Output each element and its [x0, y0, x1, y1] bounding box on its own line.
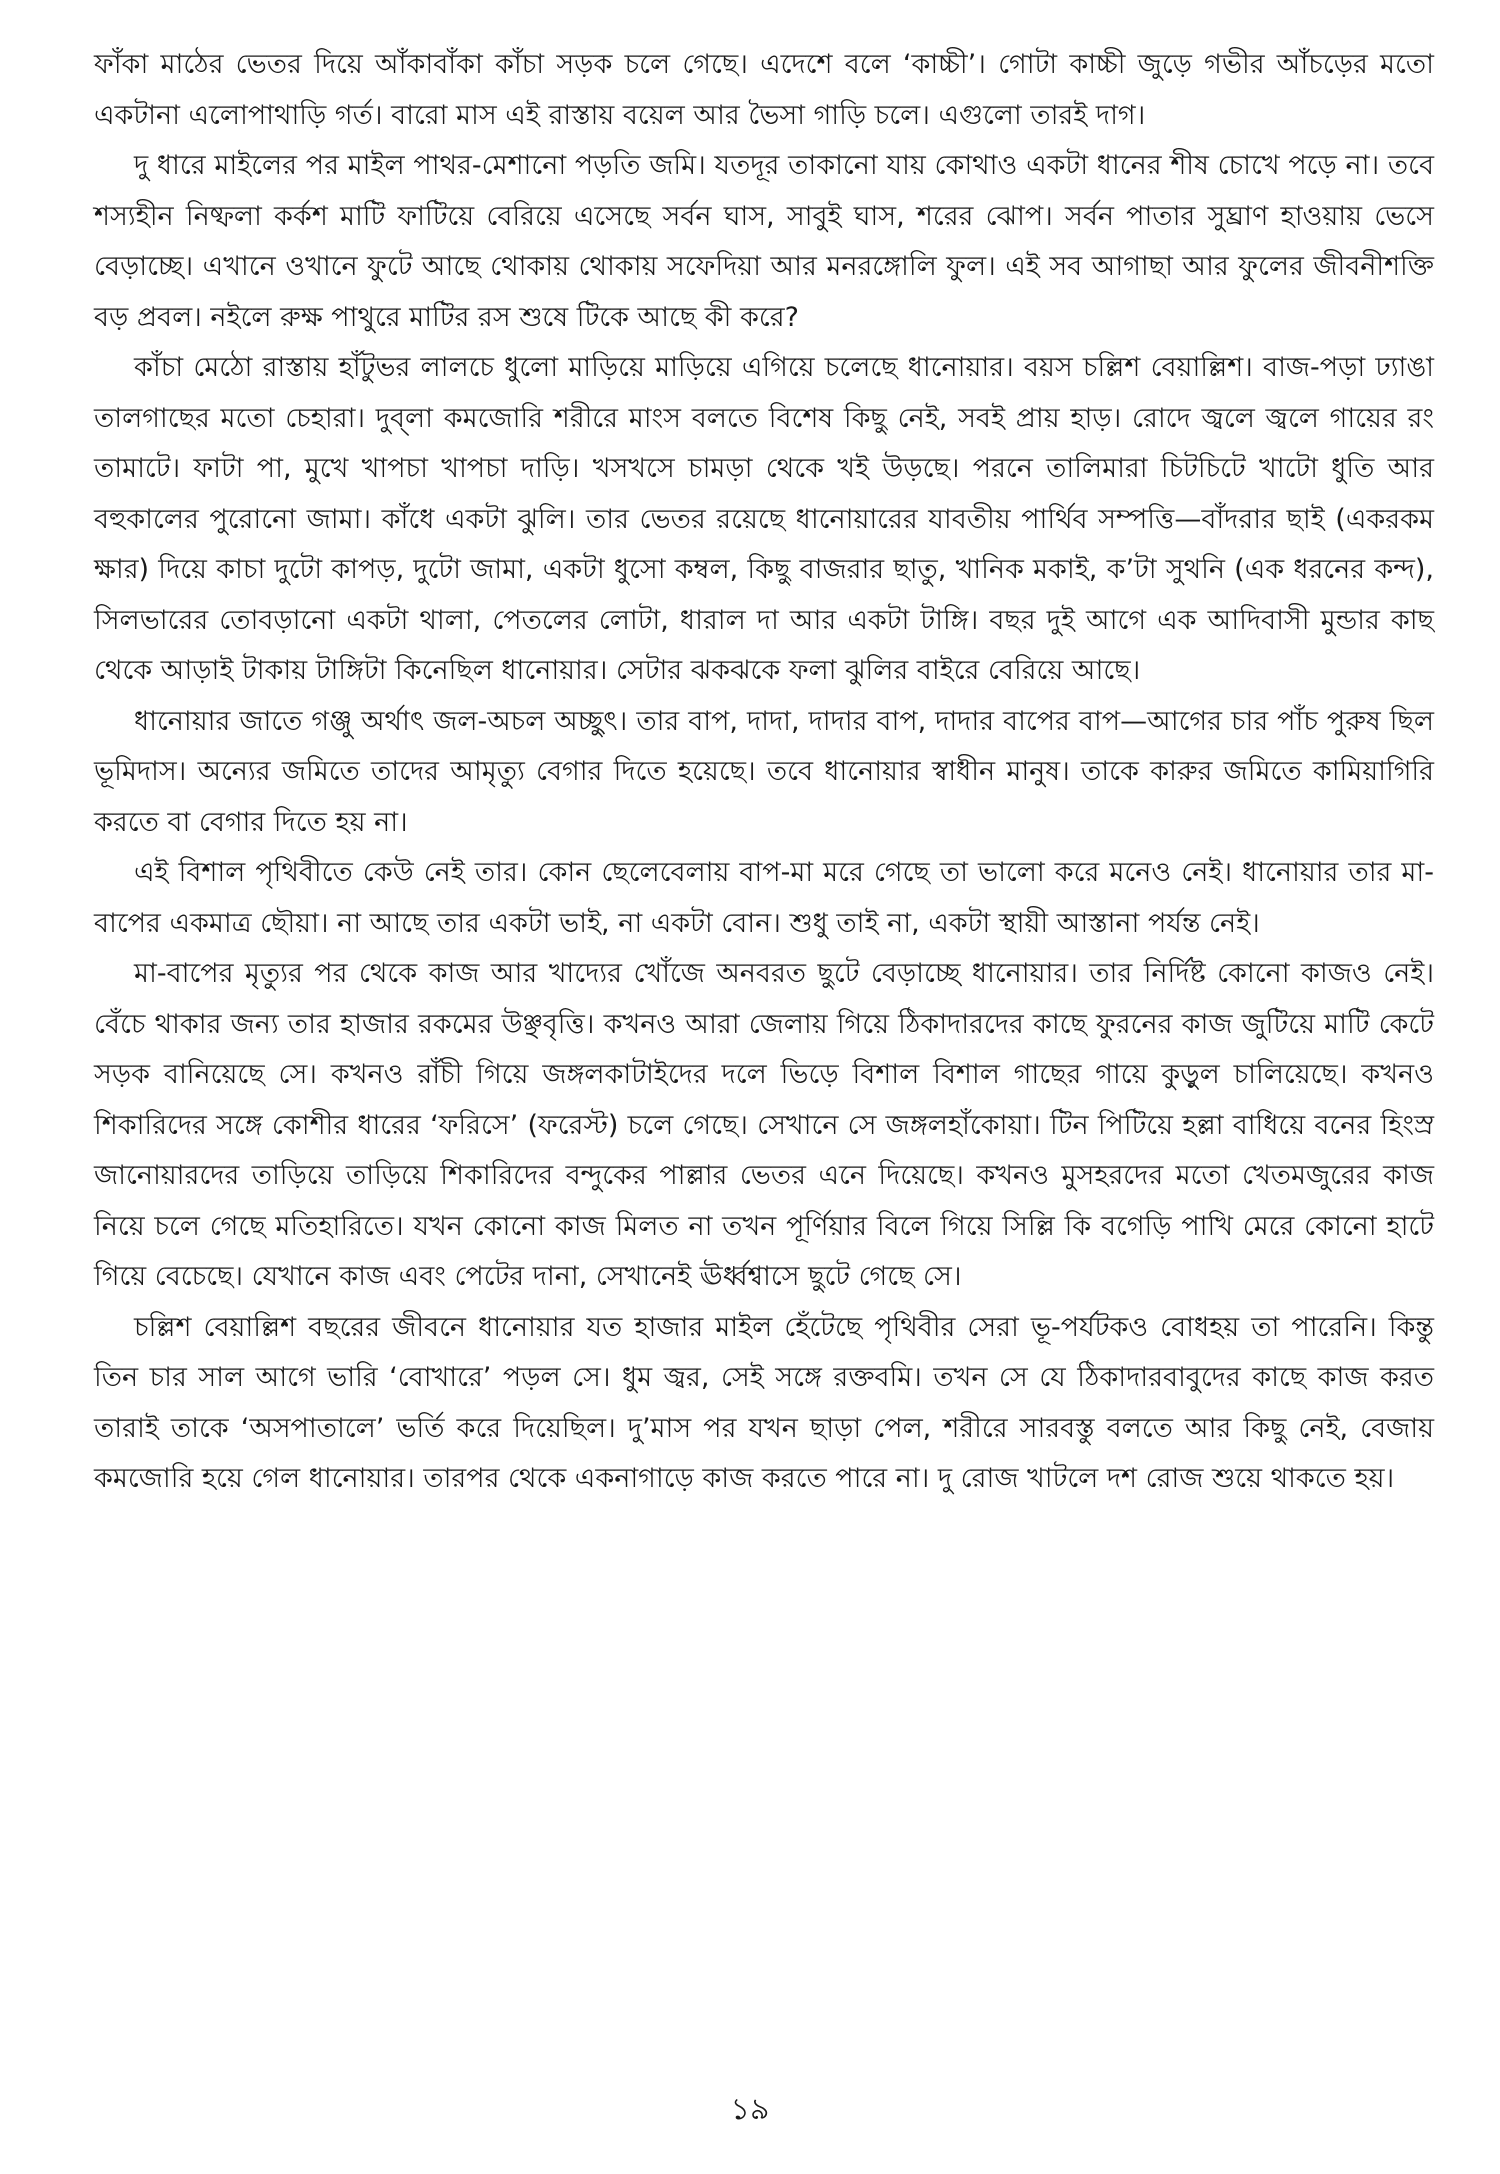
body-text: [94, 40, 1434, 1505]
paragraph: ধানোয়ার জাতে গঞ্জু অর্থাৎ জল-অচল অচ্ছুৎ। তার বাপ, দাদা, দাদার বাপ, দাদার বাপের বাপ—আগের চার পাঁচ পুরুষ ছিল ভূমিদাস। অন্যের জমিতে তাদের আমৃত্যু বেগার দিতে হয়েছে। তবে ধানোয়ার স্বাধীন মানুষ। তাকে কারুর জমিতে কামিয়াগিরি করতে বা বেগার দিতে হয় না।: [94, 705, 1434, 838]
paragraph: কাঁচা মেঠো রাস্তায় হাঁটুভর লালচে ধুলো মাড়িয়ে মাড়িয়ে এগিয়ে চলেছে ধানোয়ার। বয়স চল্লিশ বেয়াল্লিশ। বাজ-পড়া ঢ্যাঙা তালগাছের মতো চেহারা। দুব্‌লা কমজোরি শরীরে মাংস বলতে বিশেষ কিছু নেই, সবই প্রায় হাড়। রোদে জ্বলে জ্বলে গায়ের রং তামাটে। ফাটা পা, মুখে খাপচা খাপচা দাড়ি। খসখসে চামড়া থেকে খই উড়ছে। পরনে তালিমারা চিটচিটে খাটো ধুতি আর বহুকালের পুরোনো জামা। কাঁধে একটা ঝুলি। তার ভেতর রয়েছে ধানোয়ারের যাবতীয় পার্থিব সম্পত্তি—বাঁদরার ছাই (একরকম ক্ষার) দিয়ে কাচা দুটো কাপড়, দুটো জামা, একটা ধুসো কম্বল, কিছু বাজরার ছাতু, খানিক মকাই, ক’টা সুথনি (এক ধরনের কন্দ), সিলভারের তোবড়ানো একটা থালা, পেতলের লোটা, ধারাল দা আর একটা টাঙ্গি। বছর দুই আগে এক আদিবাসী মুন্ডার কাছ থেকে আড়াই টাকায় টাঙ্গিটা কিনেছিল ধানোয়ার। সেটার ঝকঝকে ফলা ঝুলির বাইরে বেরিয়ে আছে।: [94, 352, 1434, 686]
paragraph: ফাঁকা মাঠের ভেতর দিয়ে আঁকাবাঁকা কাঁচা সড়ক চলে গেছে। এদেশে বলে ‘কাচ্চী’। গোটা কাচ্চী জুড়ে গভীর আঁচড়ের মতো একটানা এলোপাথাড়ি গর্ত। বারো মাস এই রাস্তায় বয়েল আর ভৈসা গাড়ি চলে। এগুলো তারই দাগ।: [94, 49, 1434, 131]
paragraph: চল্লিশ বেয়াল্লিশ বছরের জীবনে ধানোয়ার যত হাজার মাইল হেঁটেছে পৃথিবীর সেরা ভূ-পর্যটকও বোধহয় তা পারেনি। কিন্তু তিন চার সাল আগে ভারি ‘বোখারে’ পড়ল সে। ধুম জ্বর, সেই সঙ্গে রক্তবমি। তখন সে যে ঠিকাদারবাবুদের কাছে কাজ করত তারাই তাকে ‘অসপাতালে’ ভর্তি করে দিয়েছিল। দু’মাস পর যখন ছাড়া পেল, শরীরে সারবস্তু বলতে আর কিছু নেই, বেজায় কমজোরি হয়ে গেল ধানোয়ার। তারপর থেকে একনাগাড়ে কাজ করতে পারে না। দু রোজ খাটলে দশ রোজ শুয়ে থাকতে হয়।: [94, 1311, 1434, 1494]
paragraph: এই বিশাল পৃথিবীতে কেউ নেই তার। কোন ছেলেবেলায় বাপ-মা মরে গেছে তা ভালো করে মনেও নেই। ধানোয়ার তার মা-বাপের একমাত্র ছৌয়া। না আছে তার একটা ভাই, না একটা বোন। শুধু তাই না, একটা স্থায়ী আস্তানা পর্যন্ত নেই।: [94, 857, 1434, 939]
page-number: ১৯: [730, 2092, 770, 2127]
paragraph: দু ধারে মাইলের পর মাইল পাথর-মেশানো পড়তি জমি। যতদূর তাকানো যায় কোথাও একটা ধানের শীষ চোখে পড়ে না। তবে শস্যহীন নিষ্ফলা কর্কশ মাটি ফাটিয়ে বেরিয়ে এসেছে সর্বন ঘাস, সাবুই ঘাস, শরের ঝোপ। সর্বন পাতার সুঘ্রাণ হাওয়ায় ভেসে বেড়াচ্ছে। এখানে ওখানে ফুটে আছে থোকায় থোকায় সফেদিয়া আর মনরঙ্গোলি ফুল। এই সব আগাছা আর ফুলের জীবনীশক্তি বড় প্রবল। নইলে রুক্ষ পাথুরে মাটির রস শুষে টিকে আছে কী করে?: [94, 150, 1434, 333]
paragraph: মা-বাপের মৃত্যুর পর থেকে কাজ আর খাদ্যের খোঁজে অনবরত ছুটে বেড়াচ্ছে ধানোয়ার। তার নির্দিষ্ট কোনো কাজও নেই। বেঁচে থাকার জন্য তার হাজার রকমের উঞ্ছবৃত্তি। কখনও আরা জেলায় গিয়ে ঠিকাদারদের কাছে ফুরনের কাজ জুটিয়ে মাটি কেটে সড়ক বানিয়েছে সে। কখনও রাঁচী গিয়ে জঙ্গলকাটাইদের দলে ভিড়ে বিশাল বিশাল গাছের গায়ে কুড়ুল চালিয়েছে। কখনও শিকারিদের সঙ্গে কোশীর ধারের ‘ফরিসে’ (ফরেস্ট) চলে গেছে। সেখানে সে জঙ্গলহাঁকোয়া। টিন পিটিয়ে হল্লা বাধিয়ে বনের হিংস্র জানোয়ারদের তাড়িয়ে তাড়িয়ে শিকারিদের বন্দুকের পাল্লার ভেতর এনে দিয়েছে। কখনও মুসহরদের মতো খেতমজুরের কাজ নিয়ে চলে গেছে মতিহারিতে। যখন কোনো কাজ মিলত না তখন পূর্ণিয়ার বিলে গিয়ে সিল্লি কি বগেড়ি পাখি মেরে কোনো হাটে গিয়ে বেচেছে। যেখানে কাজ এবং পেটের দানা, সেখানেই ঊর্ধ্বশ্বাসে ছুটে গেছে সে।: [94, 958, 1434, 1292]
